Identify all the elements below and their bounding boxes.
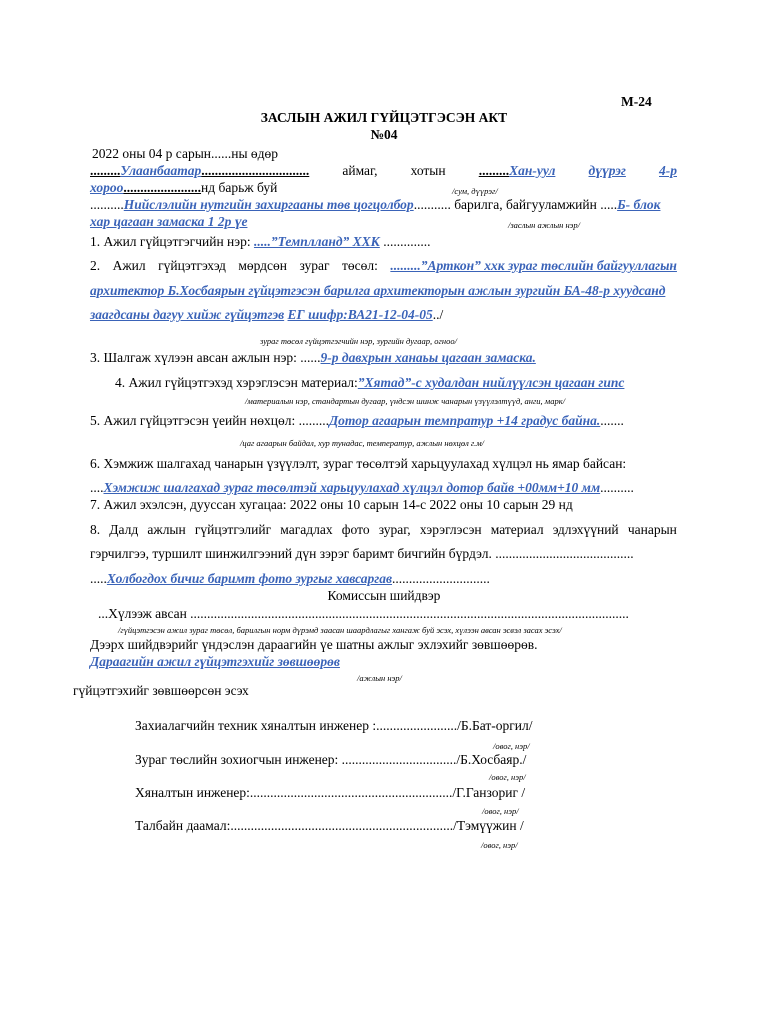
item-8-word: фото: [341, 522, 370, 537]
item-5: [90, 413, 624, 429]
item-4: [115, 375, 624, 391]
building-mid-label: барилга, байгууламжийн: [454, 197, 597, 212]
next-work-text: Дараагийн ажил гүйцэтгэхийг зөвшөөрөв: [90, 654, 340, 669]
item-8-word: магадлах: [280, 522, 333, 537]
building-part-value-2: хар цагаан замаска 1 2р үе: [90, 214, 248, 229]
item-2-word: зураг: [299, 258, 330, 273]
item-5-hint: /цаг агаарын байдал, хур тунадас, температур, ажлын нөхцөл г.м/: [240, 438, 485, 448]
building-line: [90, 197, 660, 213]
item-6-value: Хэмжиж шалгахад зураг төсөлтэй харьцуулахад хүлцэл дотор байв +00мм+10 мм: [103, 480, 601, 495]
decision-received-hint: /гүйцэтгэсэн ажил зураг төсөл, барилгын норм дүрэмд заасан шаардлагыг хангаж буй эсэх, хүлээн авсан эсвэл засах эсэх/: [118, 625, 562, 635]
item-8-word: зураг,: [378, 522, 411, 537]
document-title: ЗАСЛЫН АЖИЛ ГҮЙЦЭТГЭСЭН АКТ: [260, 110, 508, 125]
location-line: [90, 163, 677, 179]
form-code: М-24: [621, 94, 652, 109]
item-2-word: төсөл:: [342, 258, 378, 273]
signature-hint: /овог, нэр/: [481, 840, 518, 850]
permit-line: Дээрх шийдвэрийг үндэслэн дараагийн үе шатны ажлыг эхлэхийг зөвшөөрөв.: [90, 637, 538, 652]
document-number: №04: [370, 127, 398, 142]
item-8-word: материал: [490, 522, 544, 537]
item-4-hint: /материалын нэр, стандартын дугаар, үндсэн шинж чанарын үзүүлэлтүүд, анги, марк/: [245, 396, 566, 406]
building-line-2: [90, 214, 247, 230]
district-group: [479, 163, 556, 179]
item-8-word: хэрэглэсэн: [419, 522, 482, 537]
dots: .........: [90, 163, 121, 178]
next-work-value: [90, 654, 340, 670]
building-name-value: Нийслэлийн нутгийн захиргааны төв цогцолбор: [123, 197, 414, 212]
signature-customer-engineer: Захиалагчийн техник хяналтын инженер :......................../Б.Бат-оргил/: [135, 718, 533, 733]
item-8-line-1: [90, 522, 677, 538]
item-1-label: 1. Ажил гүйцэтгэгчийн нэр:: [90, 234, 251, 249]
item-8-word: гүйцэтгэлийг: [194, 522, 272, 537]
item-8-word: Далд: [109, 522, 139, 537]
item-2-line-1: [90, 258, 677, 274]
item-2-end: ../: [432, 307, 444, 322]
item-8-word: ажлын: [147, 522, 186, 537]
item-2-value: заагдсаны дагуу хийж гүйцэтгэв: [90, 307, 285, 322]
khoroo-value: хороо: [90, 180, 124, 195]
item-3: [90, 350, 536, 366]
item-6-label: 6. Хэмжиж шалгахад чанарын үзүүлэлт, зураг төсөлтэй харьцуулахад хүлцэл нь ямар байсан:: [90, 456, 627, 471]
item-1-value: .....”Темплланд” ХХК: [253, 234, 380, 249]
location-city-group: [90, 163, 309, 179]
item-8-value: Холбогдох бичиг баримт фото зургыг хавсаргав: [106, 571, 393, 586]
dots: ...........: [413, 197, 451, 212]
signature-supervision-engineer: Хяналтын инженер:............................................................/Г.Ганзориг /: [135, 785, 526, 800]
item-3-label: 3. Шалгаж хүлээн авсан ажлын нэр: ......: [90, 350, 321, 365]
signature-site-supervisor: Талбайн даамал:................................................................../Тэмүүжин /: [135, 818, 524, 833]
khotyn-label: хотын: [410, 163, 446, 178]
decision-received: ...Хүлээж авсан ..................................................................................................................................: [98, 606, 629, 621]
location-line-2: [90, 180, 277, 196]
item-2-line-3: [90, 307, 443, 323]
location-hint: /сум, дүүрэг/: [452, 186, 498, 196]
dots: .........: [478, 163, 510, 178]
signature-hint: /овог, нэр/: [482, 806, 519, 816]
location-tail: нд барьж буй: [201, 180, 278, 195]
item-8-word: 8.: [90, 522, 101, 537]
item-4-value: ”Хятад”-с худалдан нийлүүлсэн цагаан гипс: [357, 375, 625, 390]
dots: ................................: [201, 163, 310, 178]
signature-design-engineer: Зураг төслийн зохиогчын инженер: ................................../Б.Хосбаяр./: [135, 752, 527, 767]
building-part-value: Б- блок: [617, 197, 661, 212]
item-5-label: 5. Ажил гүйцэтгэсэн үеийн нөхцөл: .........: [90, 413, 329, 428]
item-4-label: 4. Ажил гүйцэтгэхэд хэрэглэсэн материал:: [115, 375, 358, 390]
item-2-number: 2.: [90, 258, 101, 273]
item-7: 7. Ажил эхэлсэн, дууссан хугацаа: 2022 оны 10 сарын 14-с 2022 оны 10 сарын 29 нд: [90, 497, 573, 512]
item-2-word: Ажил: [112, 258, 146, 273]
dots: .....: [90, 571, 107, 586]
item-2-value: .........”Арткон” ххк зураг төслийн байгууллагын: [390, 258, 677, 273]
dots: ..........: [600, 480, 634, 495]
dots: ....: [90, 480, 104, 495]
next-work-hint: /ажлын нэр/: [357, 673, 402, 683]
dots: .......................: [123, 180, 202, 195]
item-8-line-2: гэрчилгээ, туршилт шинжилгээний дүн зэрэг баримт бичгийн бүрдэл. .........................................: [90, 546, 634, 561]
item-2-hint: зураг төсөл гүйцэтгэгчийн нэр, зургийн дугаар, огноо/: [260, 336, 457, 346]
district-value: Хан-уул: [509, 163, 556, 178]
signature-hint: /овог, нэр/: [493, 741, 530, 751]
item-8-value-line: [90, 571, 490, 587]
date-line: 2022 оны 04 р сарын......ны өдөр: [92, 146, 279, 161]
item-5-value: Дотор агаарын темпратур +14 градус байна.: [328, 413, 601, 428]
item-2-word: гүйцэтгэхэд: [158, 258, 226, 273]
decision-title: Комиссын шийдвэр: [327, 588, 441, 603]
item-6-value-line: [90, 480, 634, 496]
item-8-word: эдлэхүүний: [552, 522, 619, 537]
dots: ..........: [90, 197, 124, 212]
allowed-label: гүйцэтгэхийг зөвшөөрсөн эсэх: [73, 683, 249, 698]
item-2-line-2: [90, 283, 665, 299]
item-3-value: 9-р давхрын ханаьы цагаан замаска.: [320, 350, 536, 365]
city-value: Улаанбаатар: [120, 163, 202, 178]
dots: ..............: [383, 234, 431, 249]
dots: .............................: [392, 571, 490, 586]
item-2-value: архитектор Б.Хосбаярын гүйцэтгэсэн барилга архитекторын ажлын зургийн БА-48-р хуудсанд: [90, 283, 666, 298]
dots: .....: [600, 197, 618, 212]
dots: .......: [600, 413, 624, 428]
district-word: дүүрэг: [588, 163, 626, 178]
item-2-word: мөрдсөн: [238, 258, 288, 273]
item-8-word: чанарын: [627, 522, 677, 537]
building-hint: /заслын ажлын нэр/: [508, 220, 581, 230]
item-1: [90, 234, 430, 250]
signature-hint: /овог, нэр/: [489, 772, 526, 782]
aimag-label: аймаг,: [342, 163, 378, 178]
item-2-code: ЕГ шифр:ВА21-12-04-05: [287, 307, 433, 322]
khoroo-number: 4-р: [659, 163, 677, 178]
